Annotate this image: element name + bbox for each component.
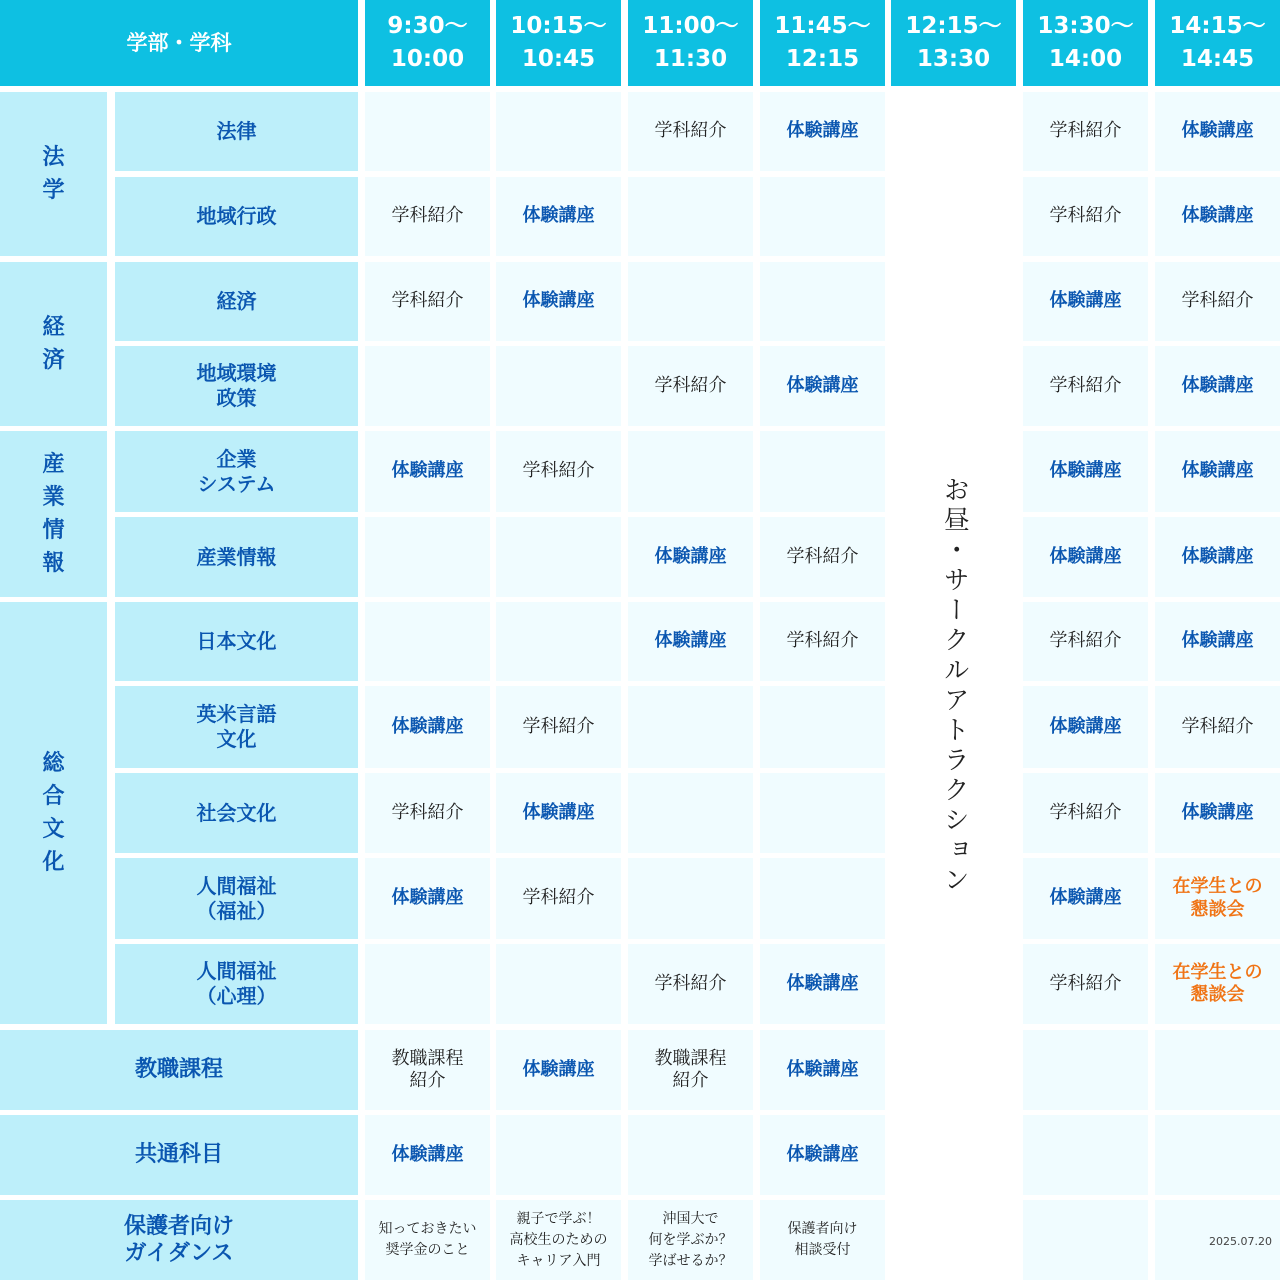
schedule-slot <box>365 92 490 171</box>
schedule-slot: 体験講座 <box>365 1115 490 1195</box>
faculty-name: 総 合 文 化 <box>42 751 65 875</box>
department-name: 産業情報 <box>115 517 358 597</box>
schedule-slot: 体験講座 <box>365 686 490 768</box>
schedule-slot <box>365 944 490 1024</box>
schedule-slot: 体験講座 <box>760 1030 885 1110</box>
department-name: 地域行政 <box>115 177 358 256</box>
schedule-slot: 体験講座 <box>1155 346 1280 426</box>
department-name: 共通科目 <box>0 1115 358 1195</box>
time-end: 14:45 <box>1180 46 1255 72</box>
schedule-slot: 体験講座 <box>496 262 621 341</box>
faculty-cell <box>0 92 107 256</box>
schedule-slot: 体験講座 <box>1155 773 1280 853</box>
time-header <box>496 0 621 86</box>
time-header <box>1155 0 1280 86</box>
schedule-slot: 知っておきたい 奨学金のこと <box>365 1200 490 1280</box>
schedule-slot: 体験講座 <box>760 346 885 426</box>
schedule-slot <box>1023 1030 1148 1110</box>
schedule-slot: 学科紹介 <box>1023 944 1148 1024</box>
schedule-slot: 学科紹介 <box>496 858 621 939</box>
schedule-slot: 体験講座 <box>760 1115 885 1195</box>
department-name: 教職課程 <box>0 1030 358 1110</box>
time-end: 14:00 <box>1048 46 1123 72</box>
schedule-slot: 学科紹介 <box>1023 346 1148 426</box>
faculty-name: 経 済 <box>42 315 65 373</box>
faculty-cell <box>0 431 107 597</box>
schedule-slot: 体験講座 <box>1155 431 1280 512</box>
faculty-name: 法 学 <box>42 145 65 203</box>
department-name: 人間福祉 （福祉） <box>115 858 358 939</box>
schedule-slot: 学科紹介 <box>1023 177 1148 256</box>
schedule-slot: 学科紹介 <box>628 944 753 1024</box>
time-start: 9:30〜 <box>387 12 468 39</box>
faculty-cell <box>0 602 107 1024</box>
department-name: 経済 <box>115 262 358 341</box>
schedule-slot: 保護者向け 相談受付 <box>760 1200 885 1280</box>
schedule-slot: 親子で学ぶ！ 高校生のための キャリア入門 <box>496 1200 621 1280</box>
schedule-slot <box>760 858 885 939</box>
time-header <box>365 0 490 86</box>
schedule-slot: 在学生との 懇談会 <box>1155 944 1280 1024</box>
department-name: 企業 システム <box>115 431 358 512</box>
schedule-slot: 体験講座 <box>496 1030 621 1110</box>
schedule-slot <box>628 858 753 939</box>
schedule-slot: 体験講座 <box>1155 92 1280 171</box>
schedule-slot: 体験講座 <box>1023 431 1148 512</box>
schedule-slot <box>628 773 753 853</box>
lunch-label: お昼・サークルアトラクション <box>939 476 970 896</box>
schedule-slot: 学科紹介 <box>365 177 490 256</box>
department-name: 保護者向け ガイダンス <box>0 1200 358 1280</box>
schedule-slot: 体験講座 <box>1155 177 1280 256</box>
department-name: 英米言語 文化 <box>115 686 358 768</box>
department-name: 法律 <box>115 92 358 171</box>
schedule-slot <box>365 517 490 597</box>
time-start: 11:00〜 <box>642 12 739 39</box>
schedule-slot <box>760 686 885 768</box>
schedule-slot: 学科紹介 <box>760 517 885 597</box>
schedule-slot: 学科紹介 <box>365 262 490 341</box>
time-start: 10:15〜 <box>510 12 607 39</box>
schedule-slot <box>496 1115 621 1195</box>
time-end: 11:30 <box>653 46 728 72</box>
time-end: 10:00 <box>390 46 465 72</box>
schedule-slot: 学科紹介 <box>1023 773 1148 853</box>
time-end: 10:45 <box>521 46 596 72</box>
schedule-slot: 学科紹介 <box>1023 602 1148 681</box>
time-end: 12:15 <box>785 46 860 72</box>
time-header <box>1023 0 1148 86</box>
schedule-slot <box>628 1115 753 1195</box>
schedule-slot: 体験講座 <box>496 177 621 256</box>
schedule-slot <box>496 517 621 597</box>
schedule-slot: 学科紹介 <box>1155 262 1280 341</box>
schedule-slot <box>628 431 753 512</box>
schedule-slot <box>496 346 621 426</box>
lunch-cell <box>891 92 1017 1280</box>
time-start: 11:45〜 <box>774 12 871 39</box>
schedule-slot <box>628 686 753 768</box>
schedule-slot: 体験講座 <box>1155 517 1280 597</box>
time-header <box>891 0 1016 86</box>
faculty-name: 産 業 情 報 <box>42 452 65 576</box>
schedule-slot <box>1155 1030 1280 1110</box>
schedule-slot <box>1155 1115 1280 1195</box>
time-header <box>628 0 753 86</box>
schedule-slot: 学科紹介 <box>760 602 885 681</box>
schedule-slot: 体験講座 <box>628 517 753 597</box>
schedule-slot <box>1023 1200 1148 1280</box>
schedule-slot: 体験講座 <box>760 944 885 1024</box>
schedule-slot <box>760 431 885 512</box>
schedule-slot <box>628 262 753 341</box>
time-start: 13:30〜 <box>1037 12 1134 39</box>
schedule-slot: 体験講座 <box>1023 517 1148 597</box>
schedule-slot: 体験講座 <box>496 773 621 853</box>
schedule-slot: 学科紹介 <box>1155 686 1280 768</box>
schedule-slot: 体験講座 <box>1155 602 1280 681</box>
schedule-slot: 体験講座 <box>1023 686 1148 768</box>
department-name: 人間福祉 （心理） <box>115 944 358 1024</box>
schedule-slot: 体験講座 <box>760 92 885 171</box>
schedule-slot: 教職課程 紹介 <box>365 1030 490 1110</box>
schedule-slot: 学科紹介 <box>365 773 490 853</box>
department-name: 地域環境 政策 <box>115 346 358 426</box>
schedule-slot: 学科紹介 <box>1023 92 1148 171</box>
schedule-slot <box>760 177 885 256</box>
schedule-slot <box>496 92 621 171</box>
header-dept-label: 学部・学科 <box>0 0 358 86</box>
schedule-slot: 学科紹介 <box>628 92 753 171</box>
schedule-slot: 学科紹介 <box>496 686 621 768</box>
time-end: 13:30 <box>916 46 991 72</box>
schedule-slot: 体験講座 <box>628 602 753 681</box>
schedule-slot <box>628 177 753 256</box>
time-header <box>760 0 885 86</box>
schedule-slot: 体験講座 <box>365 858 490 939</box>
date-label: 2025.07.20 <box>1209 1235 1272 1248</box>
schedule-slot: 学科紹介 <box>496 431 621 512</box>
schedule-slot <box>760 262 885 341</box>
schedule-slot <box>365 602 490 681</box>
schedule-slot: 沖国大で 何を学ぶか？ 学ばせるか？ <box>628 1200 753 1280</box>
schedule-slot <box>760 773 885 853</box>
time-start: 14:15〜 <box>1169 12 1266 39</box>
department-name: 社会文化 <box>115 773 358 853</box>
schedule-slot: 体験講座 <box>1023 262 1148 341</box>
time-start: 12:15〜 <box>905 12 1002 39</box>
department-name: 日本文化 <box>115 602 358 681</box>
schedule-slot: 学科紹介 <box>628 346 753 426</box>
schedule-slot <box>496 944 621 1024</box>
schedule-slot: 教職課程 紹介 <box>628 1030 753 1110</box>
schedule-slot <box>365 346 490 426</box>
schedule-slot <box>496 602 621 681</box>
schedule-slot <box>1023 1115 1148 1195</box>
schedule-slot: 在学生との 懇談会 <box>1155 858 1280 939</box>
faculty-cell <box>0 262 107 426</box>
schedule-slot: 体験講座 <box>365 431 490 512</box>
schedule-slot: 体験講座 <box>1023 858 1148 939</box>
